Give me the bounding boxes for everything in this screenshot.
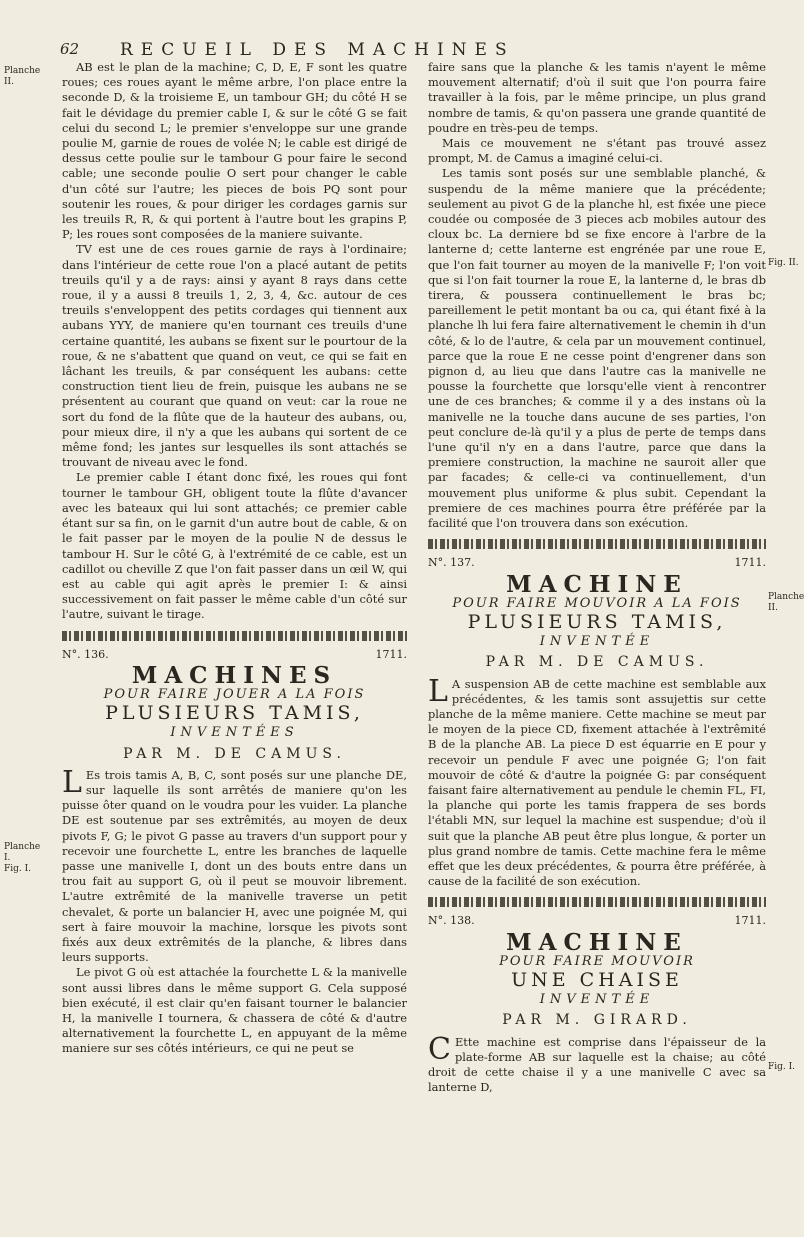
entry-number: N°. 137.	[428, 556, 475, 570]
paragraph-text: Ette machine est comprise dans l'épaisseur de la plate-forme AB sur laquelle est la chaise; au côté droit de cette chaise il y a une manivelle C avec sa lanterne D,	[428, 1034, 766, 1095]
section-title-secondary: PLUSIEURS TAMIS,	[105, 702, 364, 725]
margin-note-plate-right: Planche II.	[768, 592, 804, 613]
right-column	[428, 60, 766, 1095]
section-invented: INVENTÉE	[539, 992, 655, 1008]
paragraph: TV est une de ces roues garnie de rays à l'ordinaire; dans l'intérieur de cette roue l'on a placé autant de petits treuils qu'il y a de rays: ainsi y ayant 8 rays dans cette roue, il y a aussi 8 treuils 1, 2, 3, 4, &c. autour de ces treuils s'enveloppent des petits cordages qui tiennent aux aubans YYY, de maniere qu'en tournant ces treuils d'une certaine quantité, les aubans se fixent sur le pourtour de la roue, & ne s'abattent que quand on veut, ce qui se fait en lâchant les treuils, & par conséquent les aubans: cette construction tient lieu de frein, puisque les aubans ne se présentent au courant que quand on veut: car la roue ne sort du fond de la flûte que de la hauteur des aubans, ou, pour mieux dire, il n'y a que les aubans qui sortent de ce même fond; les jantes sur lesquelles ils sont attachés se trouvant de niveau avec le fond.	[62, 242, 407, 470]
entry-number: N°. 138.	[428, 914, 475, 928]
drop-cap: C	[428, 1031, 451, 1067]
paragraph: faire sans que la planche & les tamis n'ayent le même mouvement alternatif; d'où il suit que l'on pourra faire travailler à la fois, par le même principe, un plus grand nombre de tamis, & qu'on passera une grande quantité de poudre en très-peu de temps.	[428, 60, 766, 135]
section-author: PAR M. DE CAMUS.	[123, 745, 346, 762]
paragraph: Mais ce mouvement ne s'étant pas trouvé assez prompt, M. de Camus a imaginé celui-ci.	[428, 136, 766, 166]
entry-number-line	[428, 555, 766, 570]
section-subtitle: POUR FAIRE MOUVOIR	[499, 953, 695, 969]
drop-cap: L	[428, 673, 448, 709]
section-author: PAR M. GIRARD.	[502, 1012, 692, 1029]
paragraph-text: A suspension AB de cette machine est semblable aux précédentes, & les tamis sont assujettis sur cette planche de la même maniere. Cette machine se meut par le moyen de la piece CD, fixement attachée à l'extrêmité B de la planche AB. La piece D est équarrie en E pour y recevoir un pendule F avec une poignée G; l'on fait mouvoir de côté & d'autre la poignée G: par conséquent faisant faire alternativement au pendule le chemin FL, FI, la planche qui porte les tamis frappera de ses bords l'établi MN, sur lequel la machine est suspendue; d'où il suit que la planche AB peut être plus longue, & porter un plus grand nombre de tamis. Cette machine fera le même effet que les deux précédentes, & pourra être préférée, à cause de la facilité de son exécution.	[428, 676, 766, 889]
ornament-divider	[62, 631, 407, 641]
section-subtitle: POUR FAIRE JOUER A LA FOIS	[103, 686, 366, 702]
paragraph-text: Es trois tamis A, B, C, sont posés sur une planche DE, sur laquelle ils sont arrêtés de maniere qu'on les puisse ôter quand on le voudra pour les vuider. La planche DE est soutenue par ses extrêmités, au moyen de deux pivots F, G; le pivot G passe au travers d'un support pour y recevoir une fourchette L, entre les branches de laquelle passe une manivelle I, dont un des bouts entre dans un trou fait au support G, où il peut se mouvoir librement. L'autre extrêmité de la manivelle traverse un petit chevalet, & porte un balancier H, avec une poignée M, qui sert à faire mouvoir la machine, lorsque les pivots sont fixés aux deux extrêmités de la planche, & libres dans leurs supports.	[62, 767, 407, 965]
left-column	[62, 60, 407, 1057]
ornament-divider	[428, 539, 766, 549]
section-title: MACHINES	[131, 661, 338, 689]
section-author: PAR M. DE CAMUS.	[485, 654, 709, 671]
section-title-secondary: UNE CHAISE	[511, 968, 683, 991]
margin-note-plate-fig: Planche I. Fig. I.	[4, 842, 41, 874]
paragraph: Le premier cable I étant donc fixé, les roues qui font tourner le tambour GH, obligent toute la flûte d'avancer avec les bateaux qui lui sont attachés; ce premier cable étant sur sa fin, on le garnit d'un autre bout de cable, & on le fait passer par le moyen de la poulie N de dessus le tambour H. Sur le côté G, à l'extrémité de ce cable, est un cadillot ou cheville Z que l'on fait passer dans un œil W, qui est au cable qui agit après le premier I: & ainsi successivement on fait passer le même cable d'un côté sur l'autre, suivant le tirage.	[62, 470, 407, 622]
section-invented: INVENTÉE	[539, 634, 655, 650]
entry-number-line	[428, 913, 766, 928]
entry-year: 1711.	[375, 647, 407, 661]
page-number: 62	[60, 40, 80, 58]
paragraph: Le pivot G où est attachée la fourchette L & la manivelle sont aussi libres dans le même support G. Cela supposé bien exécuté, il est clair qu'en faisant tourner le balancier H, la manivelle I tournera, & chassera de côté & d'autre alternativement la fourchette L, en appuyant de la même maniere sur ses côtés intérieurs, ce qui ne peut se	[62, 965, 407, 1056]
paragraph-dropcap	[428, 673, 766, 890]
drop-cap: L	[62, 764, 82, 800]
paragraph: AB est le plan de la machine; C, D, E, F sont les quatre roues; ces roues ayant le même arbre, l'on place entre la seconde D, & la troisieme E, un tambour GH; du côté H se fait le dévidage du premier cable I, & sur le côté G se fait celui du second L; le premier s'enveloppe sur une grande poulie M, garnie de roues de volée N; le cable est dirigé de dessus cette poulie sur le tambour G pour faire le second cable; une seconde poulie O sert pour changer le cable d'un côté sur l'autre; les pieces de bois PQ sont pour soutenir les roues, & pour diriger les cordages garnis sur les treuils R, R, & qui portent à l'autre bout les grapins P, P; les roues sont composées de la maniere suivante.	[62, 60, 407, 242]
margin-note-fig-right: Fig. I.	[768, 1062, 796, 1072]
page-header	[40, 40, 800, 62]
ornament-divider	[428, 897, 766, 907]
entry-year: 1711.	[734, 556, 766, 570]
section-subtitle: POUR FAIRE MOUVOIR A LA FOIS	[452, 595, 742, 611]
margin-note-fig: Fig. II.	[768, 258, 799, 268]
running-title: RECUEIL DES MACHINES	[120, 40, 515, 60]
entry-number: N°. 136.	[62, 647, 109, 661]
paragraph: Les tamis sont posés sur une semblable planché, & suspendu de la même maniere que la précédente; seulement au pivot G de la planche hl, est fixée une piece coudée ou composée de 3 pieces acb mobiles autour des cloux bc. La derniere bd se fixe encore à l'arbre de la lanterne d; cette lanterne est engrénée par une roue E, que l'on fait tourner au moyen de la manivelle F; l'on voit que si l'on fait tourner la roue E, la lanterne d, le bras db tirera, & poussera continuellement le bras bc; pareillement le petit montant ba ou ca, qui étant fixé à la planche lh lui fera faire alternativement le chemin ih d'un côté, & lo de l'autre, & cela par un mouvement continuel, parce que la roue E ne cesse point d'engrener dans son pignon d, au lieu que dans l'autre cas la manivelle ne pousse la fourchette que lorsqu'elle vient à rencontrer une de ces branches; & comme il y a des instans où la manivelle ne la touche dans aucune de ses parties, l'on peut conclure de-là qu'il y a plus de perte de temps dans l'une qu'il n'y en a dans l'autre, parce que dans la premiere construction, la machine ne sauroit aller que par facades; & celle-ci va continuellement, d'un mouvement plus uniforme & plus subit. Cependant la premiere de ces machines pourra être préférée par la facilité que l'on trouvera dans son exécution.	[428, 166, 766, 531]
section-invented: INVENTÉES	[170, 725, 299, 741]
section-title-secondary: PLUSIEURS TAMIS,	[467, 610, 727, 633]
entry-number-line	[62, 647, 407, 662]
paragraph-dropcap	[62, 764, 407, 966]
entry-year: 1711.	[734, 914, 766, 928]
paragraph-dropcap	[428, 1031, 766, 1096]
section-title: MACHINE	[506, 570, 688, 598]
margin-note-plate: Planche II.	[4, 66, 41, 87]
section-title: MACHINE	[506, 928, 688, 956]
